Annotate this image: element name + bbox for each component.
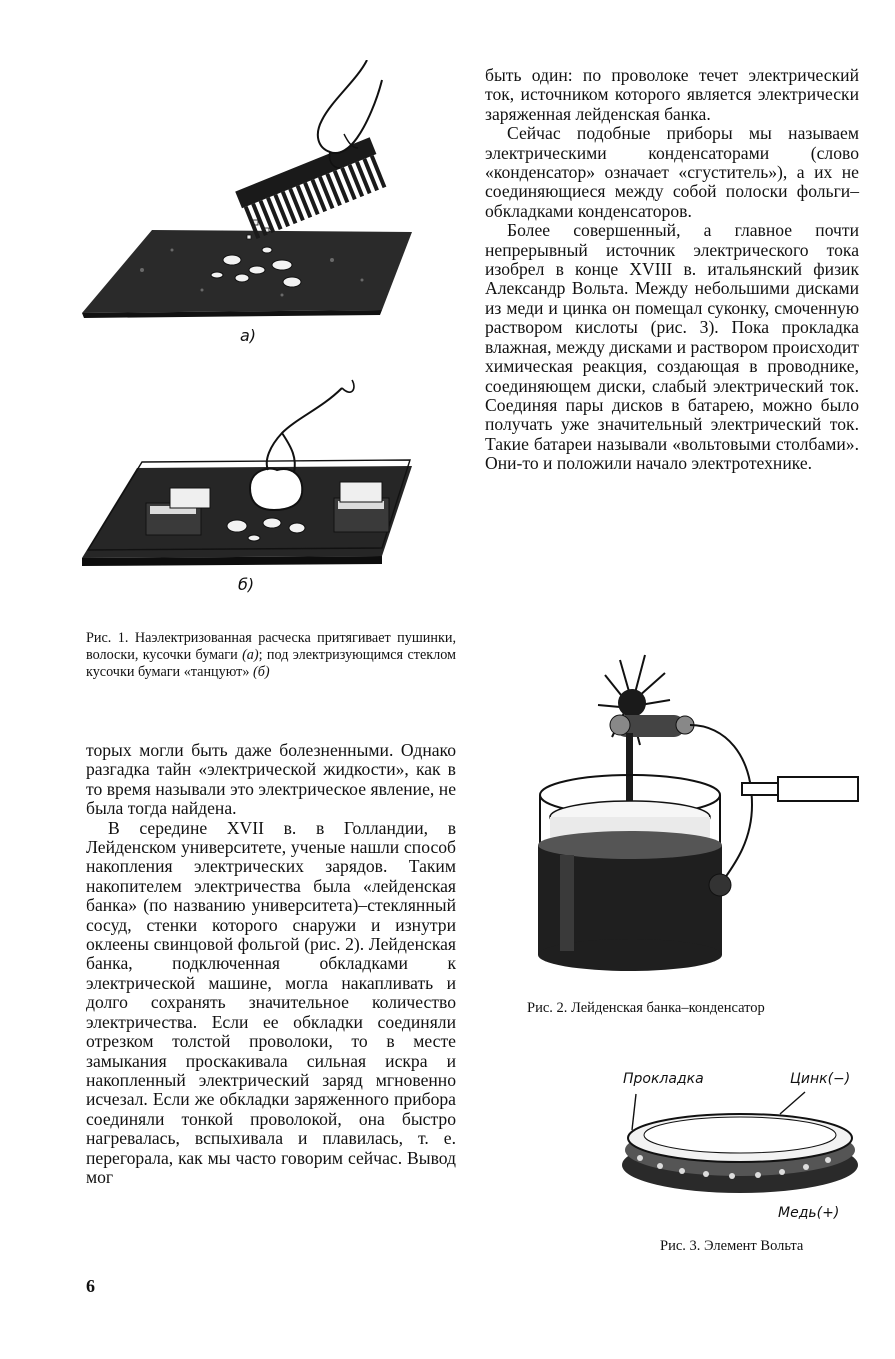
right-column-text <box>485 66 859 474</box>
figure-1-caption-text2: ; под электризующимся стеклом кусочки бумаги «танцуют» <box>86 647 457 680</box>
figure-1-caption <box>86 630 456 681</box>
figure-3-label-zinc: Цинк(−) <box>790 1071 851 1087</box>
figure-3-volta-element-illustration <box>610 1080 860 1205</box>
figure-3-label-gasket: Прокладка <box>623 1071 704 1087</box>
left-paragraph-1: торых могли быть даже болезненными. Однако разгадка тайн «электрической жидкости», как в то время называли это электрическое явление, не была тогда найдена. <box>86 740 456 819</box>
figure-3-label-copper: Медь(+) <box>778 1205 840 1221</box>
figure-1-caption-text: Наэлектризованная расческа притягивает пушинки, волоски, кусочки бумаги <box>86 630 456 663</box>
figure-1a-label: а) <box>240 326 257 345</box>
left-column-text <box>86 741 456 1187</box>
right-paragraph-3: Более совершенный, а главное почти непрерывный источник электрического тока изобрел в конце XVIII в. итальянский физик Александр Вольта. Между небольшими дисками из меди и цинка он помещал суконку, смоченную раствором кислоты (рис. 3). Пока прокладка влажная, между дисками и раствором происходит химическая реакция, создающая в проводнике, соединяющем диски, слабый электрический ток. Соединяя пары дисков в батарею, можно было получать уже значительный электрический ток. Такие батареи называли «вольтовыми столбами». Они-то и положили начало электротехнике. <box>485 220 859 474</box>
figure-1a-comb-illustration <box>82 60 422 325</box>
left-paragraph-2: В середине XVII в. в Голландии, в Лейденском университете, ученые нашли способ накопления электрических зарядов. Таким накопителем электричества была «лейденская банка» (по названию университета)–стеклянный сосуд, стенки которого снаружи и изнутри оклеены свинцовой фольгой (рис. 2). Лейденская банка, подключенная обкладками к электрической машине, могла накапливать и долго сохранять значительное количество электричества. Если ее обкладки соединяли отрезком толстой проволоки, то в месте замыкания проскакивала сильная искра и накопленный электрический заряд мгновенно исчезал. Если же обкладки заряженного прибора соединяли тонкой проволокой, она быстро нагревалась, вспыхивала и плавилась, т. е. перегорала, как мы часто говорим сейчас. Вывод мог <box>86 817 456 1187</box>
figure-1-caption-a: (а) <box>242 647 259 663</box>
figure-2-leyden-jar-illustration <box>520 645 865 980</box>
figure-1b-glass-illustration <box>82 378 417 583</box>
right-paragraph-1: быть один: по проволоке течет электрический ток, источником которого является электрически заряженная лейденская банка. <box>485 65 859 124</box>
figure-1b-label: б) <box>238 575 255 594</box>
page-number: 6 <box>86 1276 95 1296</box>
figure-3-caption: Рис. 3. Элемент Вольта <box>660 1238 804 1254</box>
figure-1-caption-b: (б) <box>253 664 270 680</box>
right-paragraph-2: Сейчас подобные приборы мы называем электрическими конденсаторами (слово «конденсатор» означает «сгуститель»), а их не соединяющиеся между собой полоски фольги–обкладками конденсаторов. <box>485 123 859 221</box>
figure-2-caption: Рис. 2. Лейденская банка–конденсатор <box>527 1000 765 1016</box>
figure-1-caption-prefix: Рис. 1. <box>86 630 129 646</box>
